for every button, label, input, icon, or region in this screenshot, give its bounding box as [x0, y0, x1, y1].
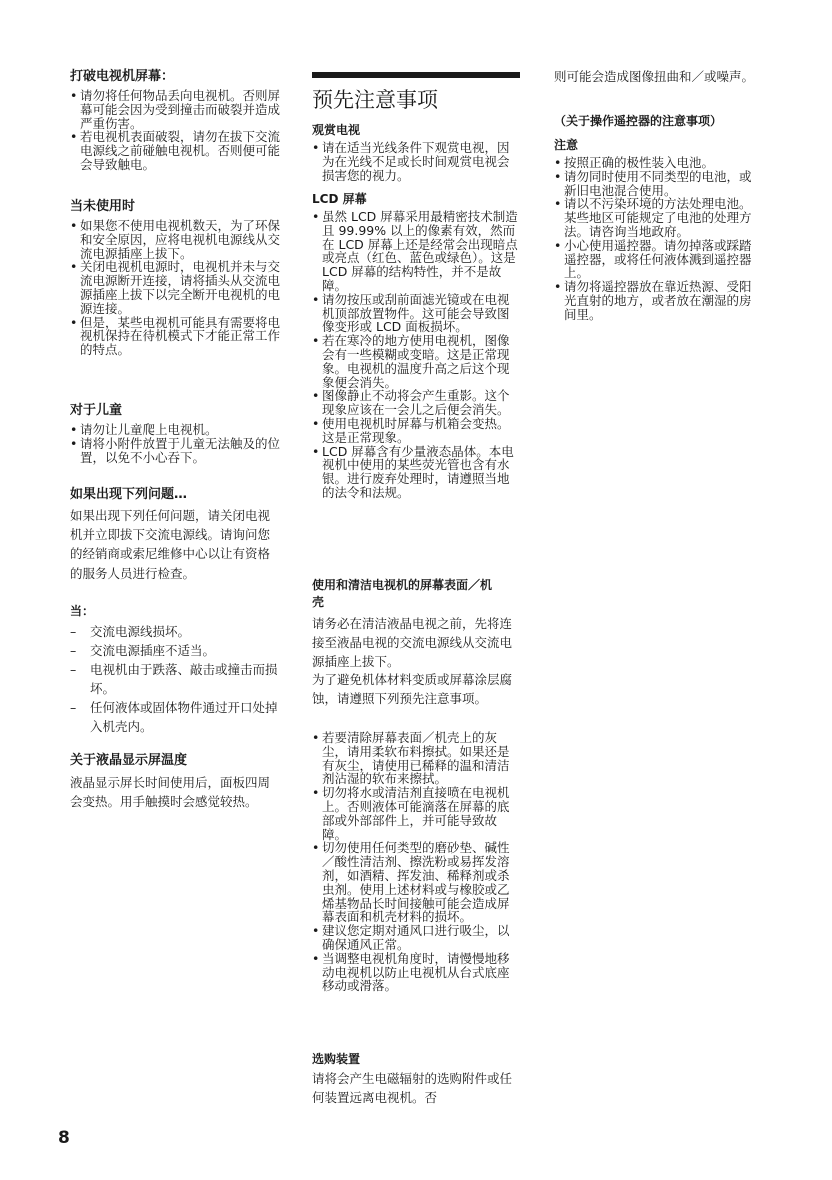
cleaning-paragraph-2: 为了避免机体材料变质或屏幕涂层腐蚀，请遵照下列预先注意事项。 [312, 672, 513, 707]
heading-caution: 注意 [554, 138, 579, 152]
heading-remote-control: （关于操作遥控器的注意事项） [554, 114, 723, 128]
list-item: • 关闭电视机电源时，电视机并未与交流电源断开连接，请将插头从交流电源插座上拔下以完全断开电视机的电源连接。 [70, 260, 280, 315]
cleaning-paragraph-1: 请务必在清洁液晶电视之前，先将连接至液晶电视的交流电源线从交流电源插座上拔下。 [312, 616, 513, 670]
problems-paragraph: 如果出现下列任何问题，请关闭电视机并立即拔下交流电源线。请询问您的经销商或索尼维修中心以让有资格的服务人员进行检查。 [70, 508, 271, 581]
list-item: • 小心使用遥控器。请勿掉落或踩踏遥控器，或将任何液体溅到遥控器上。 [554, 239, 762, 280]
list-item: • 使用电视机时屏幕与机箱会变热。这是正常现象。 [312, 417, 520, 445]
list-item: – 电视机由于跌落、敲击或撞击而损坏。 [70, 660, 280, 698]
heading-problems: 如果出现下列问题… [70, 487, 188, 502]
children-list [70, 423, 280, 464]
list-item: • 切勿使用任何类型的磨砂垫、碱性／酸性清洁剂、擦洗粉或易挥发溶剂，如酒精、挥发油、稀释剂或杀虫剂。使用上述材料或与橡胶或乙烯基物品长时间接触可能会造成屏幕表面和机壳材料的损坏。 [312, 841, 520, 924]
cleaning-list [312, 731, 520, 993]
caution-list [554, 156, 762, 322]
list-item: • 但是，某些电视机可能具有需要将电视机保持在待机模式下才能正常工作的特点。 [70, 316, 280, 357]
page-number: 8 [58, 1128, 70, 1148]
list-item: • LCD 屏幕含有少量液态晶体。本电视机中使用的某些荧光管也含有水银。进行废弃处理时，请遵照当地的法令和法规。 [312, 445, 520, 500]
list-item: • 请将小附件放置于儿童无法触及的位置，以免不小心吞下。 [70, 437, 280, 465]
optional-paragraph: 请将会产生电磁辐射的选购附件或任何装置远离电视机。否 [312, 1071, 513, 1106]
heading-children: 对于儿童 [70, 403, 123, 418]
list-item: • 虽然 LCD 屏幕采用最精密技术制造且 99.99% 以上的像素有效，然而在 LCD 屏幕上还是经常会出现暗点或亮点（红色、蓝色或绿色）。这是 LCD 屏幕的结构特性，并不是故障。 [312, 210, 520, 293]
heading-broken-screen: 打破电视机屏幕： [70, 69, 175, 84]
viewing-list [312, 141, 520, 182]
continuation-paragraph: 则可能会造成图像扭曲和／或噪声。 [554, 69, 755, 84]
list-item: – 交流电源插座不适当。 [70, 641, 280, 660]
heading-viewing: 观赏电视 [312, 123, 361, 137]
heading-lcd-screen: LCD 屏幕 [312, 192, 367, 206]
list-item: • 建议您定期对通风口进行吸尘，以确保通风正常。 [312, 924, 520, 952]
list-item: • 若电视机表面破裂，请勿在拔下交流电源线之前碰触电视机。否则便可能会导致触电。 [70, 130, 280, 171]
problems-dash-list [70, 622, 280, 736]
list-item: • 按照正确的极性装入电池。 [554, 156, 762, 170]
list-item: • 请勿将任何物品丢向电视机。否则屏幕可能会因为受到撞击而破裂并造成严重伤害。 [70, 89, 280, 130]
list-item: • 请在适当光线条件下观赏电视，因为在光线不足或长时间观赏电视会损害您的视力。 [312, 141, 520, 182]
heading-optional: 选购装置 [312, 1052, 361, 1066]
list-item: • 请以不污染环境的方法处理电池。某些地区可能规定了电池的处理方法。请咨询当地政府。 [554, 197, 762, 238]
list-item: • 若要清除屏幕表面／机壳上的灰尘，请用柔软布料擦拭。如果还是有灰尘，请使用已稀释的温和清洁剂沾湿的软布来擦拭。 [312, 731, 520, 786]
list-item: – 交流电源线损坏。 [70, 622, 280, 641]
heading-not-in-use: 当未使用时 [70, 199, 136, 214]
list-item: • 请勿同时使用不同类型的电池，或新旧电池混合使用。 [554, 170, 762, 198]
lcd-temperature-paragraph: 液晶显示屏长时间使用后，面板四周会变热。用手触摸时会感觉较热。 [70, 775, 271, 810]
list-item: • 如果您不使用电视机数天，为了环保和安全原因，应将电视机电源线从交流电源插座上拔下。 [70, 219, 280, 260]
heading-lcd-temperature: 关于液晶显示屏温度 [70, 753, 188, 768]
heading-cleaning: 使用和清洁电视机的屏幕表面／机壳 [312, 578, 493, 609]
page-title: 预先注意事项 [312, 88, 438, 112]
lcd-screen-list [312, 210, 520, 500]
list-item: • 若在寒冷的地方使用电视机，图像会有一些模糊或变暗。这是正常现象。电视机的温度升高之后这个现象便会消失。 [312, 334, 520, 389]
list-item: • 当调整电视机角度时，请慢慢地移动电视机以防止电视机从台式底座移动或滑落。 [312, 952, 520, 993]
list-item: • 请勿让儿童爬上电视机。 [70, 423, 280, 437]
list-item: • 请勿将遥控器放在靠近热源、受阳光直射的地方，或者放在潮湿的房间里。 [554, 280, 762, 321]
list-item: • 图像静止不动将会产生重影。这个现象应该在一会儿之后便会消失。 [312, 389, 520, 417]
not-in-use-list [70, 219, 280, 357]
when-label: 当： [70, 604, 95, 618]
section-rule [312, 72, 520, 78]
list-item: • 请勿按压或刮前面滤光镜或在电视机顶部放置物件。这可能会导致图像变形或 LCD 面板损坏。 [312, 293, 520, 334]
list-item: – 任何液体或固体物件通过开口处掉入机壳内。 [70, 698, 280, 736]
broken-screen-list [70, 89, 280, 172]
list-item: • 切勿将水或清洁剂直接喷在电视机上。否则液体可能滴落在屏幕的底部或外部部件上，并可能导致故障。 [312, 786, 520, 841]
